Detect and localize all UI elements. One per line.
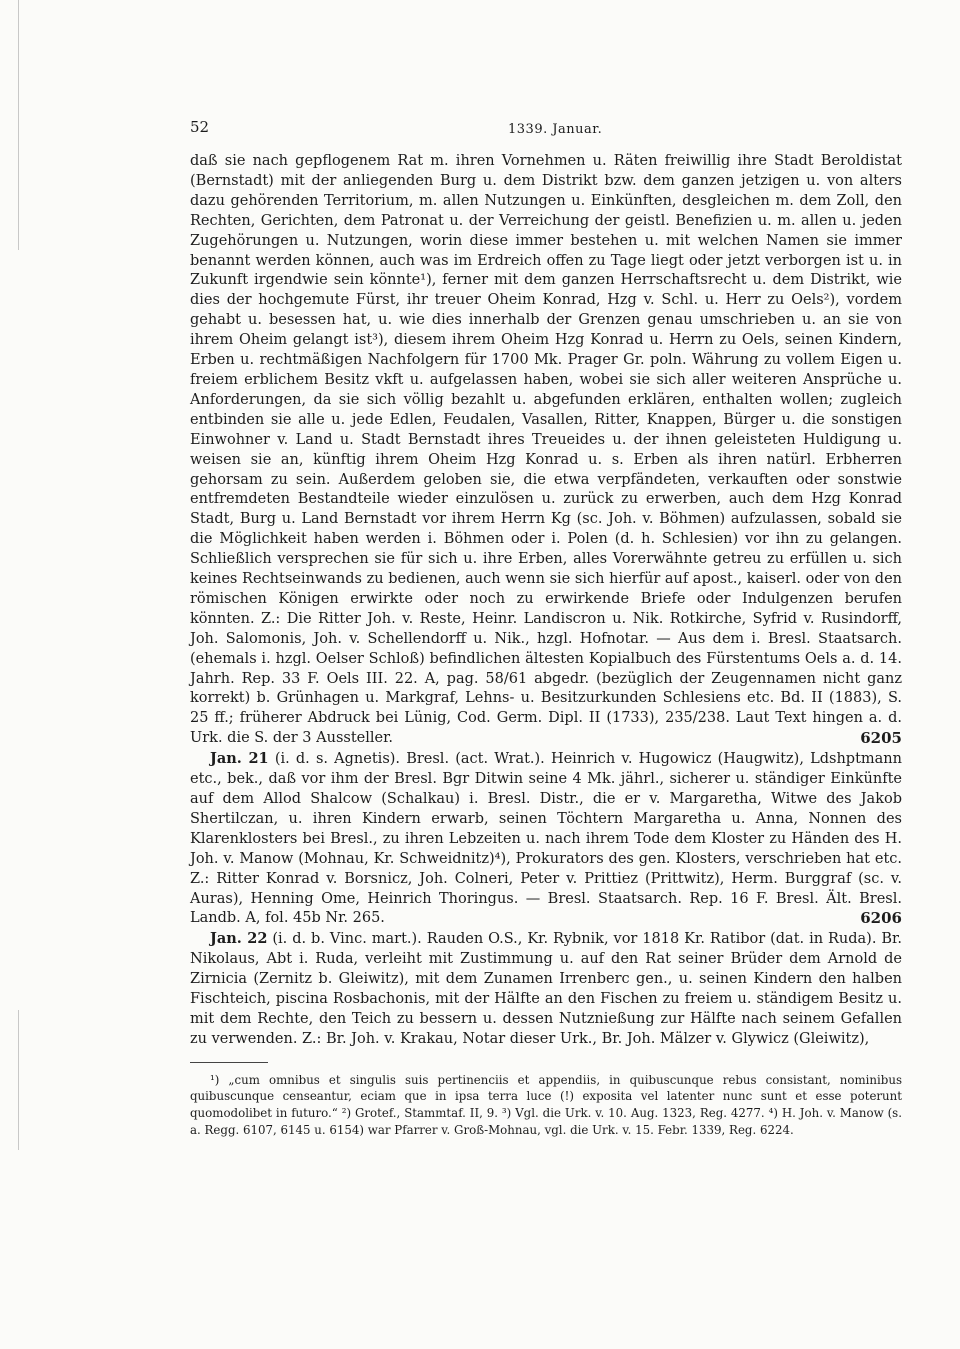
footnotes <box>190 1072 902 1138</box>
page-header <box>190 118 902 148</box>
entry-6205 <box>190 152 902 749</box>
entry-6206-date: Jan. 21 <box>210 750 269 768</box>
entry-6206-text: (i. d. s. Agnetis). Bresl. (act. Wrat.). Heinrich v. Hugowicz (Haugwitz), Ldshptmann etc., bek., daß vor ihm der Bresl. Bgr Ditwin seine 4 Mk. jährl., sicherer u. ständiger Einkünfte auf dem Allod Shalcow (Schalkau) i. Bresl. Distr., die er v. Margaretha, Witwe des Jakob Shertilczan, u. ihren Kindern erwarb, seinen Töchtern Margaretha u. Anna, Nonnen des Klarenklosters bei Bresl., zu ihren Lebzeiten u. nach ihrem Tode dem Kloster zu Händen des H. Joh. v. Manow (Mohnau, Kr. Schweidnitz)⁴), Prokurators des gen. Klosters, verschrieben hat etc. Z.: Ritter Konrad v. Borsnicz, Joh. Colneri, Peter v. Prittiez (Prittwitz), Herm. Burggraf (sc. v. Auras), Henning Ome, Heinrich Thoringus. — Bresl. Staatsarch. Rep. 16 F. Bresl. Ält. Bresl. Landb. A, fol. 45b Nr. 265. <box>190 751 902 927</box>
scan-edge-mark <box>18 0 19 250</box>
body-text <box>190 152 902 1050</box>
footnote-rule <box>190 1062 268 1063</box>
running-head: 1339. Januar. <box>508 122 603 137</box>
entry-6207 <box>190 929 902 1049</box>
entry-6207-date: Jan. 22 <box>210 930 268 948</box>
footnote-text: ¹) „cum omnibus et singulis suis pertinenciis et appendiis, in quibuscunque rebus consistant, nominibus quibuscunque censeantur, eciam que in ipsa terra luce (!) exposita vel latenter nunc sunt et esse poterunt quomodolibet in futuro.“ ²) Grotef., Stammtaf. II, 9. ³) Vgl. die Urk. v. 10. Aug. 1323, Reg. 4277. ⁴) H. Joh. v. Manow (s. a. Regg. 6107, 6145 u. 6154) war Pfarrer v. Groß-Mohnau, vgl. die Urk. v. 15. Febr. 1339, Reg. 6224. <box>190 1072 902 1137</box>
entry-number-6205: 6205 <box>860 729 902 748</box>
entry-6205-text: daß sie nach gepflogenem Rat m. ihren Vornehmen u. Räten freiwillig ihre Stadt Beroldistat (Bernstadt) mit der anliegenden Burg u. dem Distrikt bzw. dem ganzen jetzigen u. von alters dazu gehörenden Territorium, m. allen Nutzungen u. Einkünften, desgleichen m. dem Zoll, den Rechten, Gerichten, dem Patronat u. der Verreichung der geistl. Benefizien u. m. allen u. jeden Zugehörungen u. Nutzungen, worin diese immer bestehen u. mit welchen Namen sie immer benannt werden können, auch was im Erdreich offen zu Tage liegt oder jetzt verborgen ist u. in Zukunft irgendwie sein könnte¹), ferner mit dem ganzen Herrschaftsrecht u. dem Distrikt, wie dies der hochgemute Fürst, ihr treuer Oheim Konrad, Hzg v. Schl. u. Herr zu Oels²), vordem gehabt u. besessen hat, u. wie dies innerhalb der Grenzen genau umschrieben u. an sie von ihrem Oheim gelangt ist³), diesem ihrem Oheim Hzg Konrad u. Herrn zu Oels, seinen Kindern, Erben u. rechtmäßigen Nachfolgern für 1700 Mk. Prager Gr. poln. Währung zu vollem Eigen u. freiem erblichem Besitz vkft u. aufgelassen haben, wobei sie sich aller weiteren Ansprüche u. Anforderungen, da sie sich völlig bezahlt u. abgefunden erklären, enthalten wollen; zugleich entbinden sie alle u. jede Edlen, Feudalen, Vasallen, Ritter, Knappen, Bürger u. die sonstigen Einwohner v. Land u. Stadt Bernstadt ihres Treueides u. der ihnen geleisteten Huldigung u. weisen sie an, künftig ihrem Oheim Hzg Konrad u. s. Erben als ihren natürl. Erbherren gehorsam zu sein. Außerdem geloben sie, die etwa verpfändeten, verkauften oder sonstwie entfremdeten Bestandteile wieder einzulösen u. zurück zu erwerben, auch dem Hzg Konrad Stadt, Burg u. Land Bernstadt vor ihrem Herrn Kg (sc. Joh. v. Böhmen) aufzulassen, sobald sie die Möglichkeit haben werden i. Böhmen oder i. Polen (d. h. Schlesien) vor ihn zu gelangen. Schließlich versprechen sie für sich u. ihre Erben, alles Vorerwähnte getreu zu erfüllen u. sich keines Rechtseinwands zu bedienen, auch wenn sie sich hierfür auf apost., kaiserl. oder von den römischen Königen erwirkte oder noch zu erwirkende Briefe oder Indulgenzen berufen könnten. Z.: Die Ritter Joh. v. Reste, Heinr. Landiscron u. Nik. Rotkirche, Syfrid v. Rusindorff, Joh. Salomonis, Joh. v. Schellendorff u. Nik., hzgl. Hofnotar. — Aus dem i. Bresl. Staatsarch. (ehemals i. hzgl. Oelser Schloß) befindlichen ältesten Kopialbuch des Fürstentums Oels a. d. 14. Jahrh. Rep. 33 F. Oels III. 22. A, pag. 58/61 abgedr. (bezüglich der Zeugennamen nicht ganz korrekt) b. Grünhagen u. Markgraf, Lehns- u. Besitzurkunden Schlesiens etc. Bd. II (1883), S. 25 ff.; früherer Abdruck bei Lünig, Cod. Germ. Dipl. II (1733), 235/238. Laut Text hingen a. d. Urk. die S. der 3 Aussteller. <box>190 153 902 747</box>
entry-number-6206: 6206 <box>860 909 902 928</box>
entry-6207-text: (i. d. b. Vinc. mart.). Rauden O.S., Kr. Rybnik, vor 1818 Kr. Ratibor (dat. in Ruda). Br. Nikolaus, Abt i. Ruda, verleiht mit Zustimmung u. auf den Rat seiner Brüder dem Arnold de Zirnicia (Zernitz b. Gleiwitz), mit dem Zunamen Irrenberc gen., u. seinen Kindern den halben Fischteich, piscina Rosbachonis, mit der Hälfte an den Fischen zu freiem u. ständigem Besitz u. mit dem Rechte, den Teich zu bessern u. dessen Nutznießung zur Hälfte nach seinem Gefallen zu verwenden. Z.: Br. Joh. v. Krakau, Notar dieser Urk., Br. Joh. Mälzer v. Glywicz (Gleiwitz), <box>190 931 902 1047</box>
document-page <box>190 118 902 1138</box>
page-number: 52 <box>190 118 210 136</box>
scan-edge-mark <box>18 1010 19 1150</box>
entry-6206 <box>190 749 902 929</box>
